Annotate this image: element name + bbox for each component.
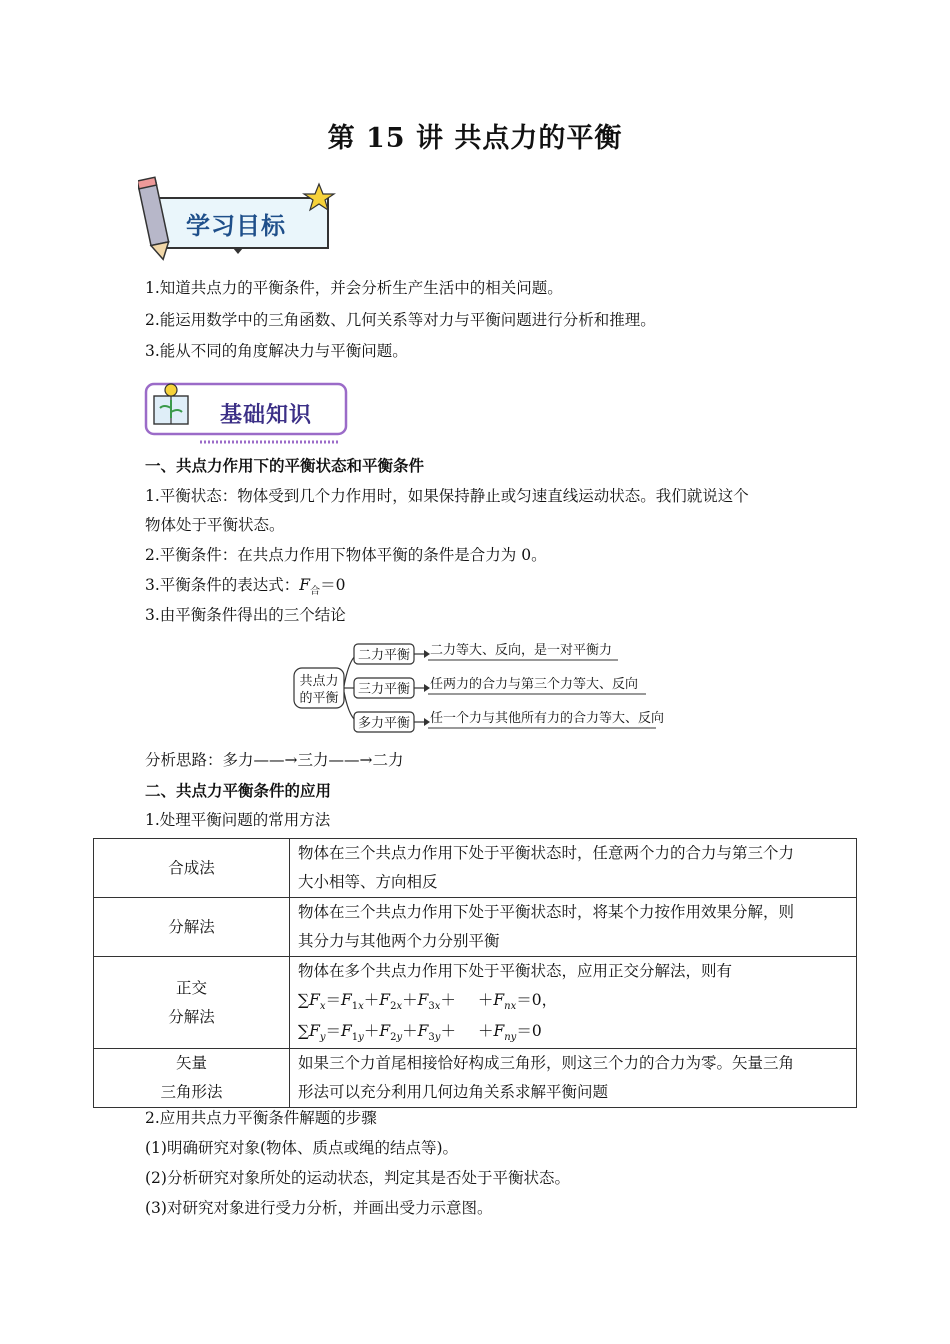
method-desc-line: 如果三个力首尾相接恰好构成三角形，则这三个力的合力为零。矢量三角 <box>298 1054 795 1072</box>
goal-2: 2.能运用数学中的三角函数、几何关系等对力与平衡问题进行分析和推理。 <box>145 311 656 329</box>
method-desc-line: 形法可以充分利用几何边角关系求解平衡问题 <box>298 1083 609 1101</box>
method-desc-line: 大小相等、方向相反 <box>298 873 438 891</box>
table-row <box>94 898 857 957</box>
goals-banner-label: 学习目标 <box>186 212 286 240</box>
branch-2-text: 任两力的合力与第三个力等大、反向 <box>430 677 639 692</box>
s1-p1a: 1.平衡状态：物体受到几个力作用时，如果保持静止或匀速直线运动状态。我们就说这个 <box>145 487 749 505</box>
goal-3: 3.能从不同的角度解决力与平衡问题。 <box>145 342 408 360</box>
s2-p1: 1.处理平衡问题的常用方法 <box>145 811 331 829</box>
method-name-line: 三角形法 <box>160 1083 223 1101</box>
method-desc <box>290 839 857 898</box>
s1-p4: 3.由平衡条件得出的三个结论 <box>145 606 346 624</box>
method-name: 合成法 <box>94 839 290 898</box>
steps-heading: 2.应用共点力平衡条件解题的步骤 <box>145 1109 377 1127</box>
equation-y: $\sum F_y=F_{1y}+F_{2y}+F_{3y}+ +F_{ny}=0$ <box>298 1022 542 1043</box>
branch-1-label: 二力平衡 <box>357 648 411 663</box>
knowledge-banner <box>140 378 350 448</box>
step-3: (3)对研究对象进行受力分析，并画出受力示意图。 <box>145 1199 493 1217</box>
mindmap-branch-1 <box>354 642 618 664</box>
method-desc <box>290 957 857 1049</box>
method-desc <box>290 898 857 957</box>
step-1: (1)明确研究对象(物体、质点或绳的结点等)。 <box>145 1139 459 1157</box>
method-name <box>94 957 290 1049</box>
section2-heading: 二、共点力平衡条件的应用 <box>145 781 332 800</box>
mindmap-branch-2 <box>354 676 646 698</box>
method-desc-line: 物体在三个共点力作用下处于平衡状态时，将某个力按作用效果分解，则 <box>298 903 795 921</box>
mindmap-branch-3 <box>354 710 664 732</box>
balance-mindmap <box>290 636 670 742</box>
s1-p3-F: F <box>299 576 311 594</box>
method-name-line: 分解法 <box>168 1007 215 1026</box>
branch-2-label: 三力平衡 <box>357 682 411 697</box>
mindmap-root-line2: 的平衡 <box>299 691 339 706</box>
s1-p2: 2.平衡条件：在共点力作用下物体平衡的条件是合力为 0。 <box>145 546 547 564</box>
goals-banner <box>138 176 338 266</box>
goal-1: 1.知道共点力的平衡条件，并会分析生产生活中的相关问题。 <box>145 279 563 297</box>
method-name-line: 正交 <box>175 978 207 997</box>
branch-1-text: 二力等大、反向，是一对平衡力 <box>430 643 613 658</box>
method-desc-line: 物体在三个共点力作用下处于平衡状态时，任意两个力的合力与第三个力 <box>298 844 795 862</box>
method-name-line: 矢量 <box>175 1054 207 1072</box>
step-2: (2)分析研究对象所处的运动状态，判定其是否处于平衡状态。 <box>145 1169 570 1187</box>
section1-heading: 一、共点力作用下的平衡状态和平衡条件 <box>145 456 425 475</box>
page-title: 第 15 讲 共点力的平衡 <box>327 123 623 154</box>
mindmap-root-line1: 共点力 <box>299 674 339 689</box>
method-desc-line: 物体在多个共点力作用下处于平衡状态，应用正交分解法，则有 <box>298 962 733 980</box>
s1-p3-sub: 合 <box>310 586 321 597</box>
equation-x: $\sum F_x=F_{1x}+F_{2x}+F_{3x}+ +F_{nx}=0$， <box>298 991 558 1012</box>
s1-p3 <box>145 575 345 598</box>
table-row <box>94 839 857 898</box>
branch-3-text: 任一个力与其他所有力的合力等大、反向 <box>430 711 665 726</box>
knowledge-banner-label: 基础知识 <box>220 403 313 428</box>
method-desc <box>290 1049 857 1108</box>
s1-p3-prefix: 3.平衡条件的表达式： <box>145 576 300 594</box>
s1-p1b: 物体处于平衡状态。 <box>145 516 285 534</box>
s1-p3-suffix: ＝0 <box>320 576 346 594</box>
table-row <box>94 957 857 1049</box>
table-row <box>94 1049 857 1108</box>
methods-table <box>93 838 857 1108</box>
method-name <box>94 1049 290 1108</box>
method-desc-line: 其分力与其他两个力分别平衡 <box>298 932 500 950</box>
method-name: 分解法 <box>94 898 290 957</box>
analysis-path: 分析思路：多力——→三力——→二力 <box>145 751 404 769</box>
branch-3-label: 多力平衡 <box>357 716 411 731</box>
